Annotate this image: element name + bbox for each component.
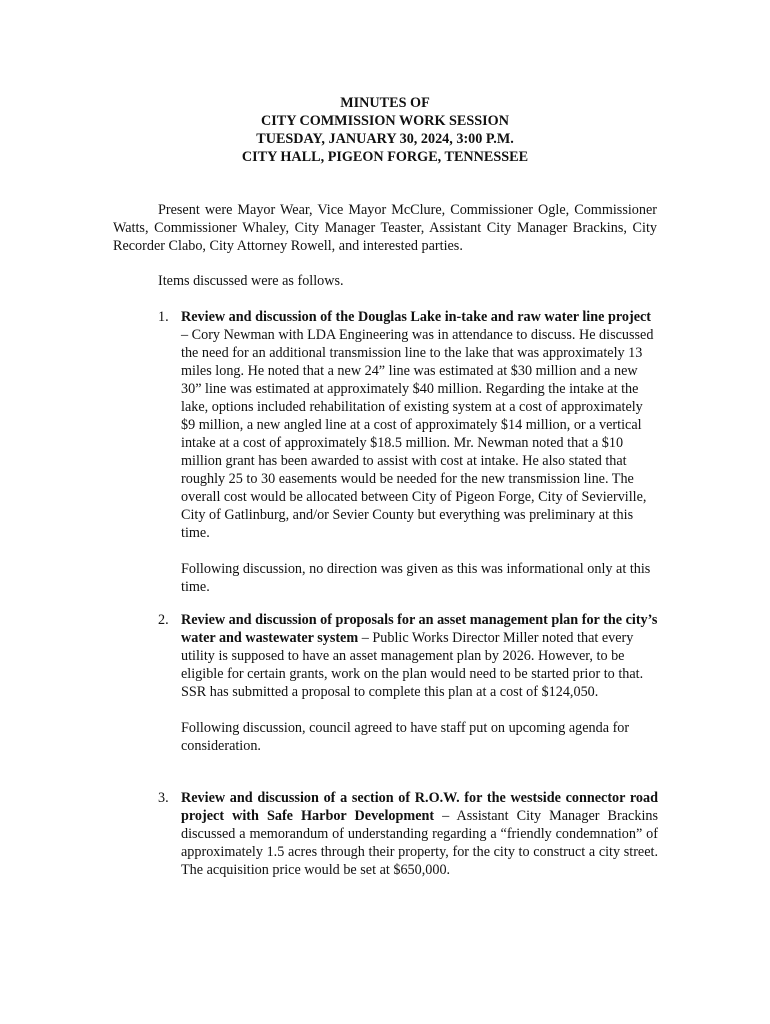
minutes-header bbox=[0, 94, 770, 166]
item-title: Review and discussion of the Douglas Lake in-take and raw water line project bbox=[181, 309, 652, 325]
item-number: 2. bbox=[158, 612, 169, 628]
item-body bbox=[181, 308, 658, 542]
header-line-session: CITY COMMISSION WORK SESSION bbox=[261, 113, 509, 129]
item-text: – Assistant City Manager Brackins discussed a memorandum of understanding regarding a “friendly condemnation” of approximately 1.5 acres through their property, for the city to construct a city street. The acquisition price would be set at $650,000. bbox=[181, 808, 658, 878]
item-number: 1. bbox=[158, 309, 169, 325]
header-line-minutes-of: MINUTES OF bbox=[340, 95, 430, 111]
item-followup: Following discussion, no direction was given as this was informational only at this time. bbox=[181, 561, 651, 595]
item-body bbox=[181, 789, 658, 879]
items-intro: Items discussed were as follows. bbox=[158, 273, 344, 289]
item-title: Review and discussion of a section of R.O.W. for the westside connector road project with Safe Harbor Development bbox=[181, 790, 658, 824]
agenda-item-3 bbox=[158, 789, 658, 879]
attendance-paragraph: Present were Mayor Wear, Vice Mayor McClure, Commissioner Ogle, Commissioner Watts, Commissioner Whaley, City Manager Teaster, Assistant City Manager Brackins, City Recorder Clabo, City Attorney Rowell, and interested parties. bbox=[113, 202, 657, 254]
header-line-date: TUESDAY, JANUARY 30, 2024, 3:00 P.M. bbox=[256, 131, 514, 147]
item-body bbox=[181, 611, 658, 701]
agenda-item-2 bbox=[158, 611, 658, 755]
item-text: – Public Works Director Miller noted that every utility is supposed to have an asset management plan by 2026. However, to be eligible for certain grants, work on the plan would need to be started prior to that. SSR has submitted a proposal to complete this plan at a cost of $124,050. bbox=[181, 630, 644, 700]
header-line-location: CITY HALL, PIGEON FORGE, TENNESSEE bbox=[241, 149, 529, 165]
item-title: Review and discussion of proposals for an asset management plan for the city’s water and wastewater system bbox=[181, 612, 658, 646]
item-text: – Cory Newman with LDA Engineering was in attendance to discuss. He discussed the need for an additional transmission line to the lake that was approximately 13 miles long. He noted that a new 24” line was estimated at $30 million and a new 30” line was estimated at approximately $40 million. Regarding the intake at the lake, options included rehabilitation of existing system at a cost of approximately $9 million, a new angled line at a cost of approximately $14 million, or a vertical intake at a cost of approximately $18.5 million. Mr. Newman noted that a $10 million grant has been awarded to assist with cost at intake. He also stated that roughly 25 to 30 easements would be needed for the new transmission line. The overall cost would be allocated between City of Pigeon Forge, City of Sevierville, City of Gatlinburg, and/or Sevier County but everything was preliminary at this time. bbox=[181, 327, 654, 541]
item-number: 3. bbox=[158, 790, 169, 806]
item-followup: Following discussion, council agreed to have staff put on upcoming agenda for consideration. bbox=[181, 720, 630, 754]
agenda-item-1 bbox=[158, 308, 658, 596]
